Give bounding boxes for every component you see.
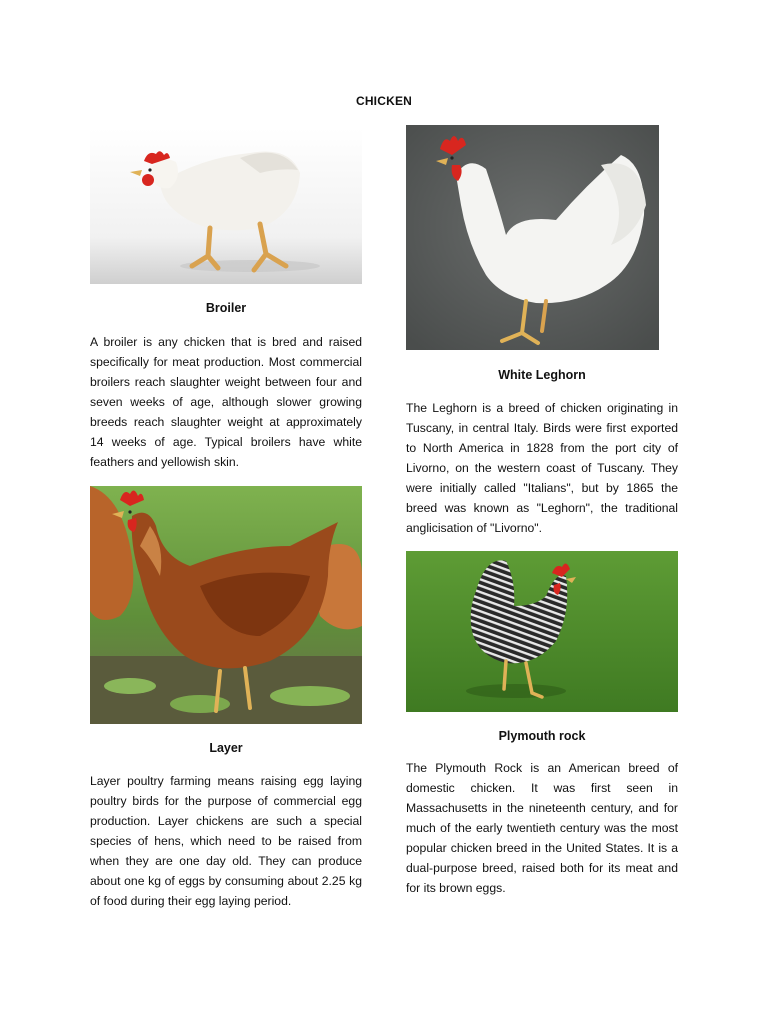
document-title: CHICKEN — [355, 94, 413, 108]
layer-heading: Layer — [209, 741, 243, 755]
broiler-description: A broiler is any chicken that is bred and raised specifically for meat production. Most commercial broilers reach slaughter weight between four and seven weeks of age, although slower growing breeds reach slaughter weight at approximately 14 weeks of age. Typical broilers have white feathers and yellowish skin. — [90, 335, 362, 469]
white-leghorn-hen-photo — [406, 125, 659, 350]
plymouth-rock-photo — [406, 551, 678, 712]
plymouth-rock-description: The Plymouth Rock is an American breed of domestic chicken. It was first seen in Massachusetts in the nineteenth century, and for much of the early twentieth century was the most popular chicken breed in the United States. It is a dual-purpose breed, raised both for its meat and for its brown eggs. — [406, 761, 678, 895]
white-leghorn-heading: White Leghorn — [498, 368, 586, 382]
white-broiler-chicken-photo — [90, 128, 362, 284]
broiler-photo — [90, 128, 362, 284]
white-leghorn-description: The Leghorn is a breed of chicken originating in Tuscany, in central Italy. Birds were first exported to North America in 1828 from the port city of Livorno, on the western coast of Tuscany. They were initially called "Italians", but by 1865 the breed was known as "Leghorn", the traditional anglicisation of "Livorno". — [406, 401, 678, 535]
barred-plymouth-rock-photo — [406, 551, 678, 712]
broiler-heading: Broiler — [205, 301, 247, 315]
brown-layer-hen-photo — [90, 486, 362, 724]
white-leghorn-photo — [406, 125, 659, 350]
plymouth-rock-heading: Plymouth rock — [498, 729, 586, 743]
layer-description: Layer poultry farming means raising egg laying poultry birds for the purpose of commercial egg production. Layer chickens are such a special species of hens, which need to be raised from when they are one day old. They can produce about one kg of eggs by consuming about 2.25 kg of food during their egg laying period. — [90, 774, 362, 908]
layer-photo — [90, 486, 362, 724]
